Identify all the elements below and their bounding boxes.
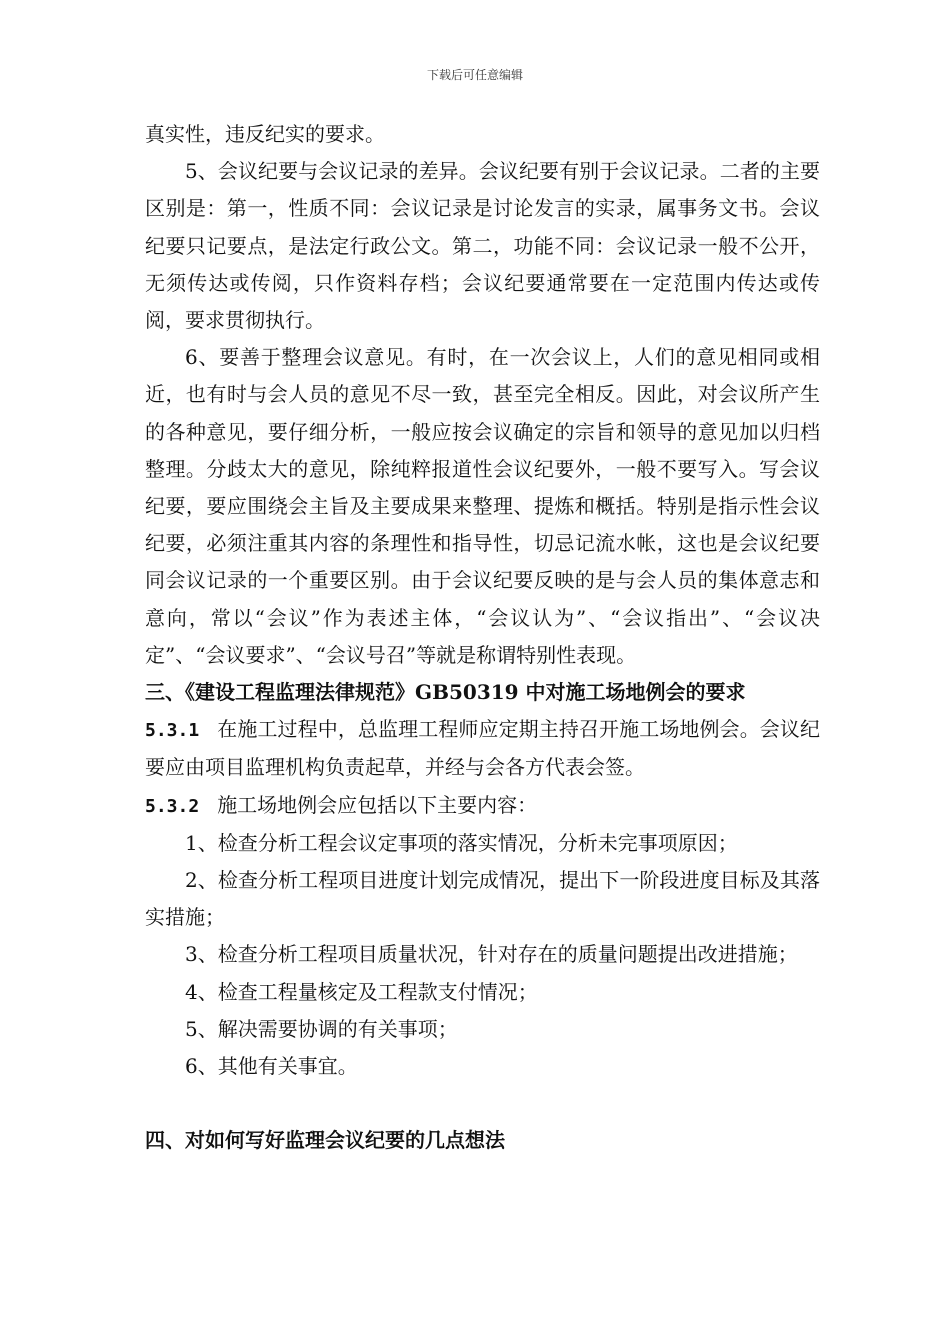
clause-text: 在施工过程中，总监理工程师应定期主持召开施工场地例会。会议纪要应由项目监理机构负责起草，并经与会各方代表会签。 xyxy=(145,717,820,780)
list-item: 4、检查工程量核定及工程款支付情况； xyxy=(185,979,538,1004)
clause-number: 5.3.1 xyxy=(145,720,200,742)
clause-number: 5.3.2 xyxy=(145,795,200,817)
list-item: 3、检查分析工程项目质量状况，针对存在的质量问题提出改进措施； xyxy=(185,942,798,967)
clause-text: 施工场地例会应包括以下主要内容： xyxy=(217,792,538,817)
list-item: 2、检查分析工程项目进度计划完成情况，提出下一阶段进度目标及其落实措施； xyxy=(145,868,820,930)
clause-5-3-1 xyxy=(145,711,820,786)
section-4-heading: 四、对如何写好监理会议纪要的几点想法 xyxy=(145,1128,505,1153)
document-body xyxy=(145,116,820,1159)
spacer xyxy=(145,1085,820,1122)
paragraph-point-5: 5、会议纪要与会议记录的差异。会议纪要有别于会议记录。二者的主要区别是：第一，性质不同：会议记录是讨论发言的实录，属事务文书。会议纪要只记要点，是法定行政公文。第二，功能不同：会议记录一般不公开，无须传达或传阅，只作资料存档；会议纪要通常要在一定范围内传达或传阅，要求贯彻执行。 xyxy=(145,159,820,333)
list-item: 6、其他有关事宜。 xyxy=(185,1054,358,1079)
page-header: 下载后可任意编辑 xyxy=(426,68,523,82)
list-item: 1、检查分析工程会议定事项的落实情况，分析未完事项原因； xyxy=(185,830,738,855)
paragraph-point-6: 6、要善于整理会议意见。有时，在一次会议上，人们的意见相同或相近，也有时与会人员的意见不尽一致，甚至完全相反。因此，对会议所产生的各种意见，要仔细分析，一般应按会议确定的宗旨和领导的意见加以归档整理。分歧太大的意见，除纯粹报道性会议纪要外，一般不要写入。写会议纪要，要应围绕会主旨及主要成果来整理、提炼和概括。特别是指示性会议纪要，必须注重其内容的条理性和指导性，切忌记流水帐，这也是会议纪要同会议记录的一个重要区别。由于会议纪要反映的是与会人员的集体意志和意向，常以“会议”作为表述主体，“会议认为”、“会议指出”、“会议决定”、“会议要求”、“会议号召”等就是称谓特别性表现。 xyxy=(145,345,820,667)
paragraph-continuation: 真实性，违反纪实的要求。 xyxy=(145,122,385,146)
section-3-heading: 三、《建设工程监理法律规范》GB50319 中对施工场地例会的要求 xyxy=(145,680,746,705)
list-item: 5、解决需要协调的有关事项； xyxy=(185,1016,458,1041)
clause-5-3-2 xyxy=(145,787,820,825)
